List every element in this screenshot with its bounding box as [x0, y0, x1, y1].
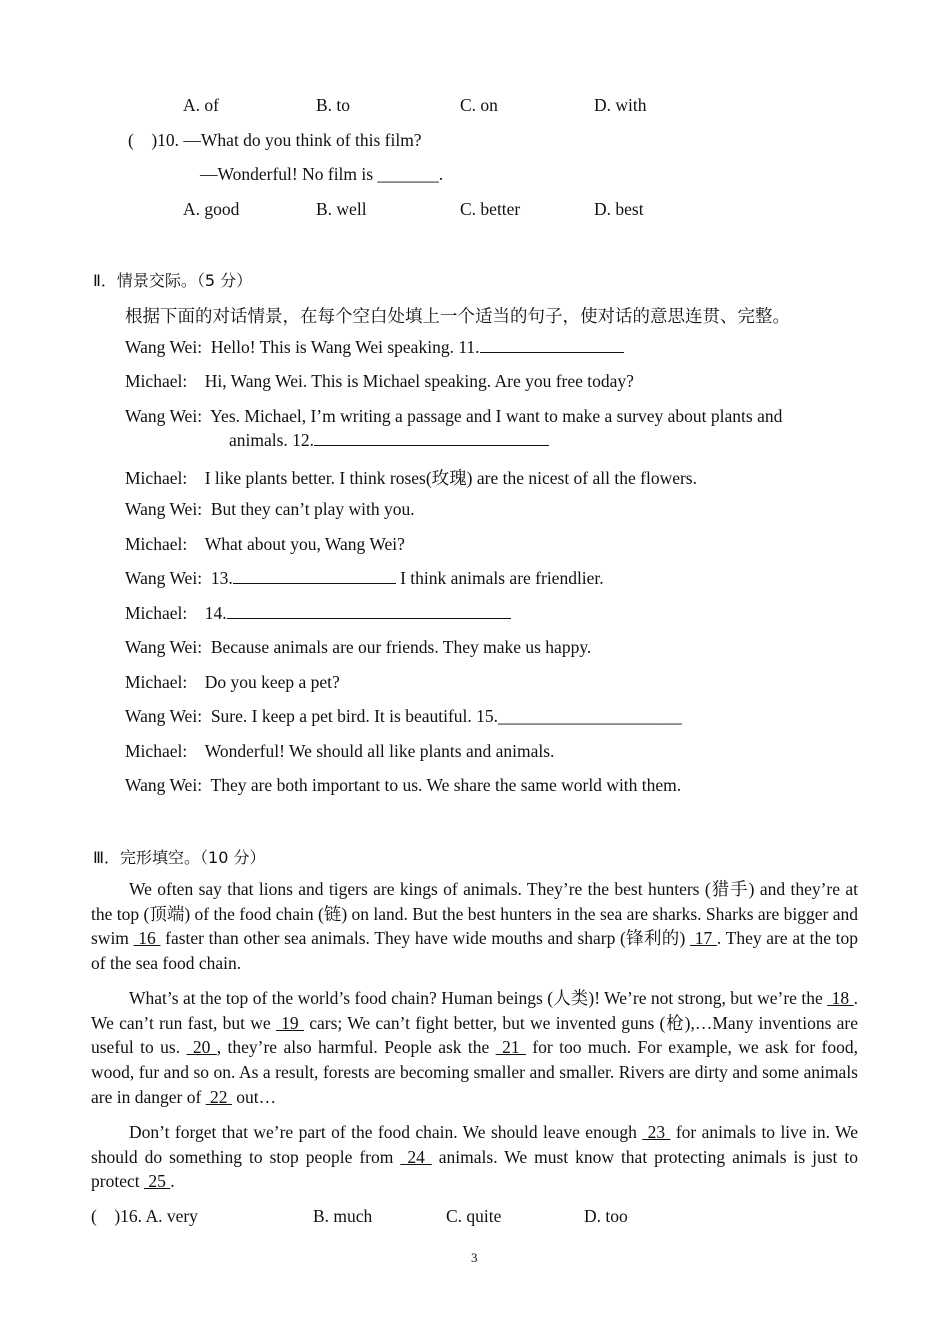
- cloze-blank-21[interactable]: 21: [495, 1037, 526, 1058]
- q16-question: [91, 1206, 198, 1227]
- cloze-paragraph-1: We often say that lions and tigers are kings of animals. They’re the best hunters (猎手) and they’re at the top (顶端) of the food chain (链) on land. But the best hunters in the sea are sharks. Sharks are bigger and swim 16 faster than other sea animals. They have wide mouths and sharp (锋利的) 17 . They are at the top of the sea food chain.: [91, 879, 859, 974]
- speaker: Michael:: [125, 468, 188, 488]
- speaker: Wang Wei:: [125, 406, 203, 426]
- dialog-line: Wang Wei: Hello! This is Wang Wei speaking. 11.: [125, 337, 624, 358]
- answer-blank-12[interactable]: [314, 430, 549, 446]
- answer-blank-14[interactable]: [227, 603, 511, 619]
- cloze-blank-19[interactable]: 19: [275, 1012, 304, 1033]
- cloze-blank-18[interactable]: 18: [827, 988, 854, 1008]
- cloze-blank-16[interactable]: 16: [133, 928, 161, 949]
- q16-option-d: D. too: [584, 1206, 628, 1226]
- dialog-line: Michael: 14.: [125, 603, 511, 624]
- section2-instruction: 根据下面的对话情景，在每个空白处填上一个适当的句子，使对话的意思连贯、完整。: [125, 306, 790, 326]
- cloze-paragraph-2: What’s at the top of the world’s food chain? Human beings (人类)! We’re not strong, but we’re the 18 . We can’t run fast, but we 19 cars; We can’t fight better, but we invented guns (枪),…Many inventions are useful to us. 20 , they’re also harmful. People ask the 21 for too much. For example, we ask for food, wood, fur and so on. As a result, forests are becoming smaller and smaller. Rivers are dirty and some animals are in danger of 22 out…: [91, 988, 859, 1107]
- section3-heading: Ⅲ．完形填空。（10 分）: [93, 848, 266, 867]
- dialog-line: Wang Wei: Sure. I keep a pet bird. It is beautiful. 15._____________________: [125, 706, 682, 726]
- cloze-blank-24[interactable]: 24: [400, 1146, 432, 1167]
- speaker: Wang Wei:: [125, 706, 203, 726]
- cloze-paragraph-3: Don’t forget that we’re part of the food chain. We should leave enough 23 for animals to live in. We should do something to stop people from 24 animals. We must know that protecting animals is just to protect 25 .: [91, 1122, 859, 1192]
- dialog-line: Michael: What about you, Wang Wei?: [125, 534, 405, 554]
- q16-option-b: B. much: [313, 1206, 373, 1226]
- speaker: Wang Wei:: [125, 499, 203, 519]
- speaker: Michael:: [125, 603, 188, 623]
- q9-option-c: C. on: [460, 95, 498, 115]
- cloze-blank-25[interactable]: 25: [143, 1171, 171, 1192]
- speaker: Michael:: [125, 371, 188, 391]
- answer-bracket: ( ): [128, 130, 158, 150]
- q10-reply: —Wonderful! No film is _______.: [200, 164, 444, 184]
- q10-option-b: B. well: [316, 199, 367, 219]
- dialog-line-continuation: animals. 12.: [229, 430, 549, 451]
- section2-heading: Ⅱ．情景交际。（5 分）: [93, 271, 253, 290]
- speaker: Michael:: [125, 672, 188, 692]
- q10-option-a: A. good: [183, 199, 240, 219]
- page-number: 3: [471, 1250, 478, 1265]
- answer-blank-13[interactable]: [233, 568, 396, 584]
- speaker: Wang Wei:: [125, 568, 203, 588]
- speaker: Wang Wei:: [125, 637, 203, 657]
- q16-option-a: 16. A. very: [120, 1206, 198, 1226]
- cloze-blank-17[interactable]: 17: [690, 928, 717, 949]
- dialog-line: Wang Wei: They are both important to us. We share the same world with them.: [125, 775, 682, 795]
- dialog-line: Wang Wei: Because animals are our friends. They make us happy.: [125, 637, 592, 657]
- cloze-blank-23[interactable]: 23: [642, 1122, 671, 1142]
- answer-blank-11[interactable]: [480, 337, 624, 353]
- speaker: Michael:: [125, 534, 188, 554]
- cloze-blank-22[interactable]: 22: [205, 1086, 232, 1107]
- dialog-line: Wang Wei: But they can’t play with you.: [125, 499, 415, 519]
- dialog-line: Wang Wei: Yes. Michael, I’m writing a passage and I want to make a survey about plants and: [125, 406, 783, 426]
- dialog-line: Michael: Do you keep a pet?: [125, 672, 340, 692]
- q9-option-a: A. of: [183, 95, 219, 115]
- q10-option-d: D. best: [594, 199, 644, 219]
- answer-bracket: ( ): [91, 1206, 121, 1226]
- q10-stem: 10. —What do you think of this film?: [157, 130, 422, 150]
- dialog-line: Michael: Hi, Wang Wei. This is Michael speaking. Are you free today?: [125, 371, 634, 391]
- dialog-line: Wang Wei: 13. I think animals are friendlier.: [125, 568, 604, 588]
- dialog-line: Michael: I like plants better. I think roses(玫瑰) are the nicest of all the flowers.: [125, 468, 697, 488]
- speaker: Wang Wei:: [125, 337, 203, 357]
- cloze-blank-20[interactable]: 20: [186, 1037, 217, 1058]
- speaker: Michael:: [125, 741, 188, 761]
- q16-option-c: C. quite: [446, 1206, 502, 1226]
- q9-option-b: B. to: [316, 95, 351, 115]
- dialog-line: Michael: Wonderful! We should all like plants and animals.: [125, 741, 555, 761]
- q9-option-d: D. with: [594, 95, 647, 115]
- q10-question: [128, 130, 422, 151]
- speaker: Wang Wei:: [125, 775, 203, 795]
- q10-option-c: C. better: [460, 199, 521, 219]
